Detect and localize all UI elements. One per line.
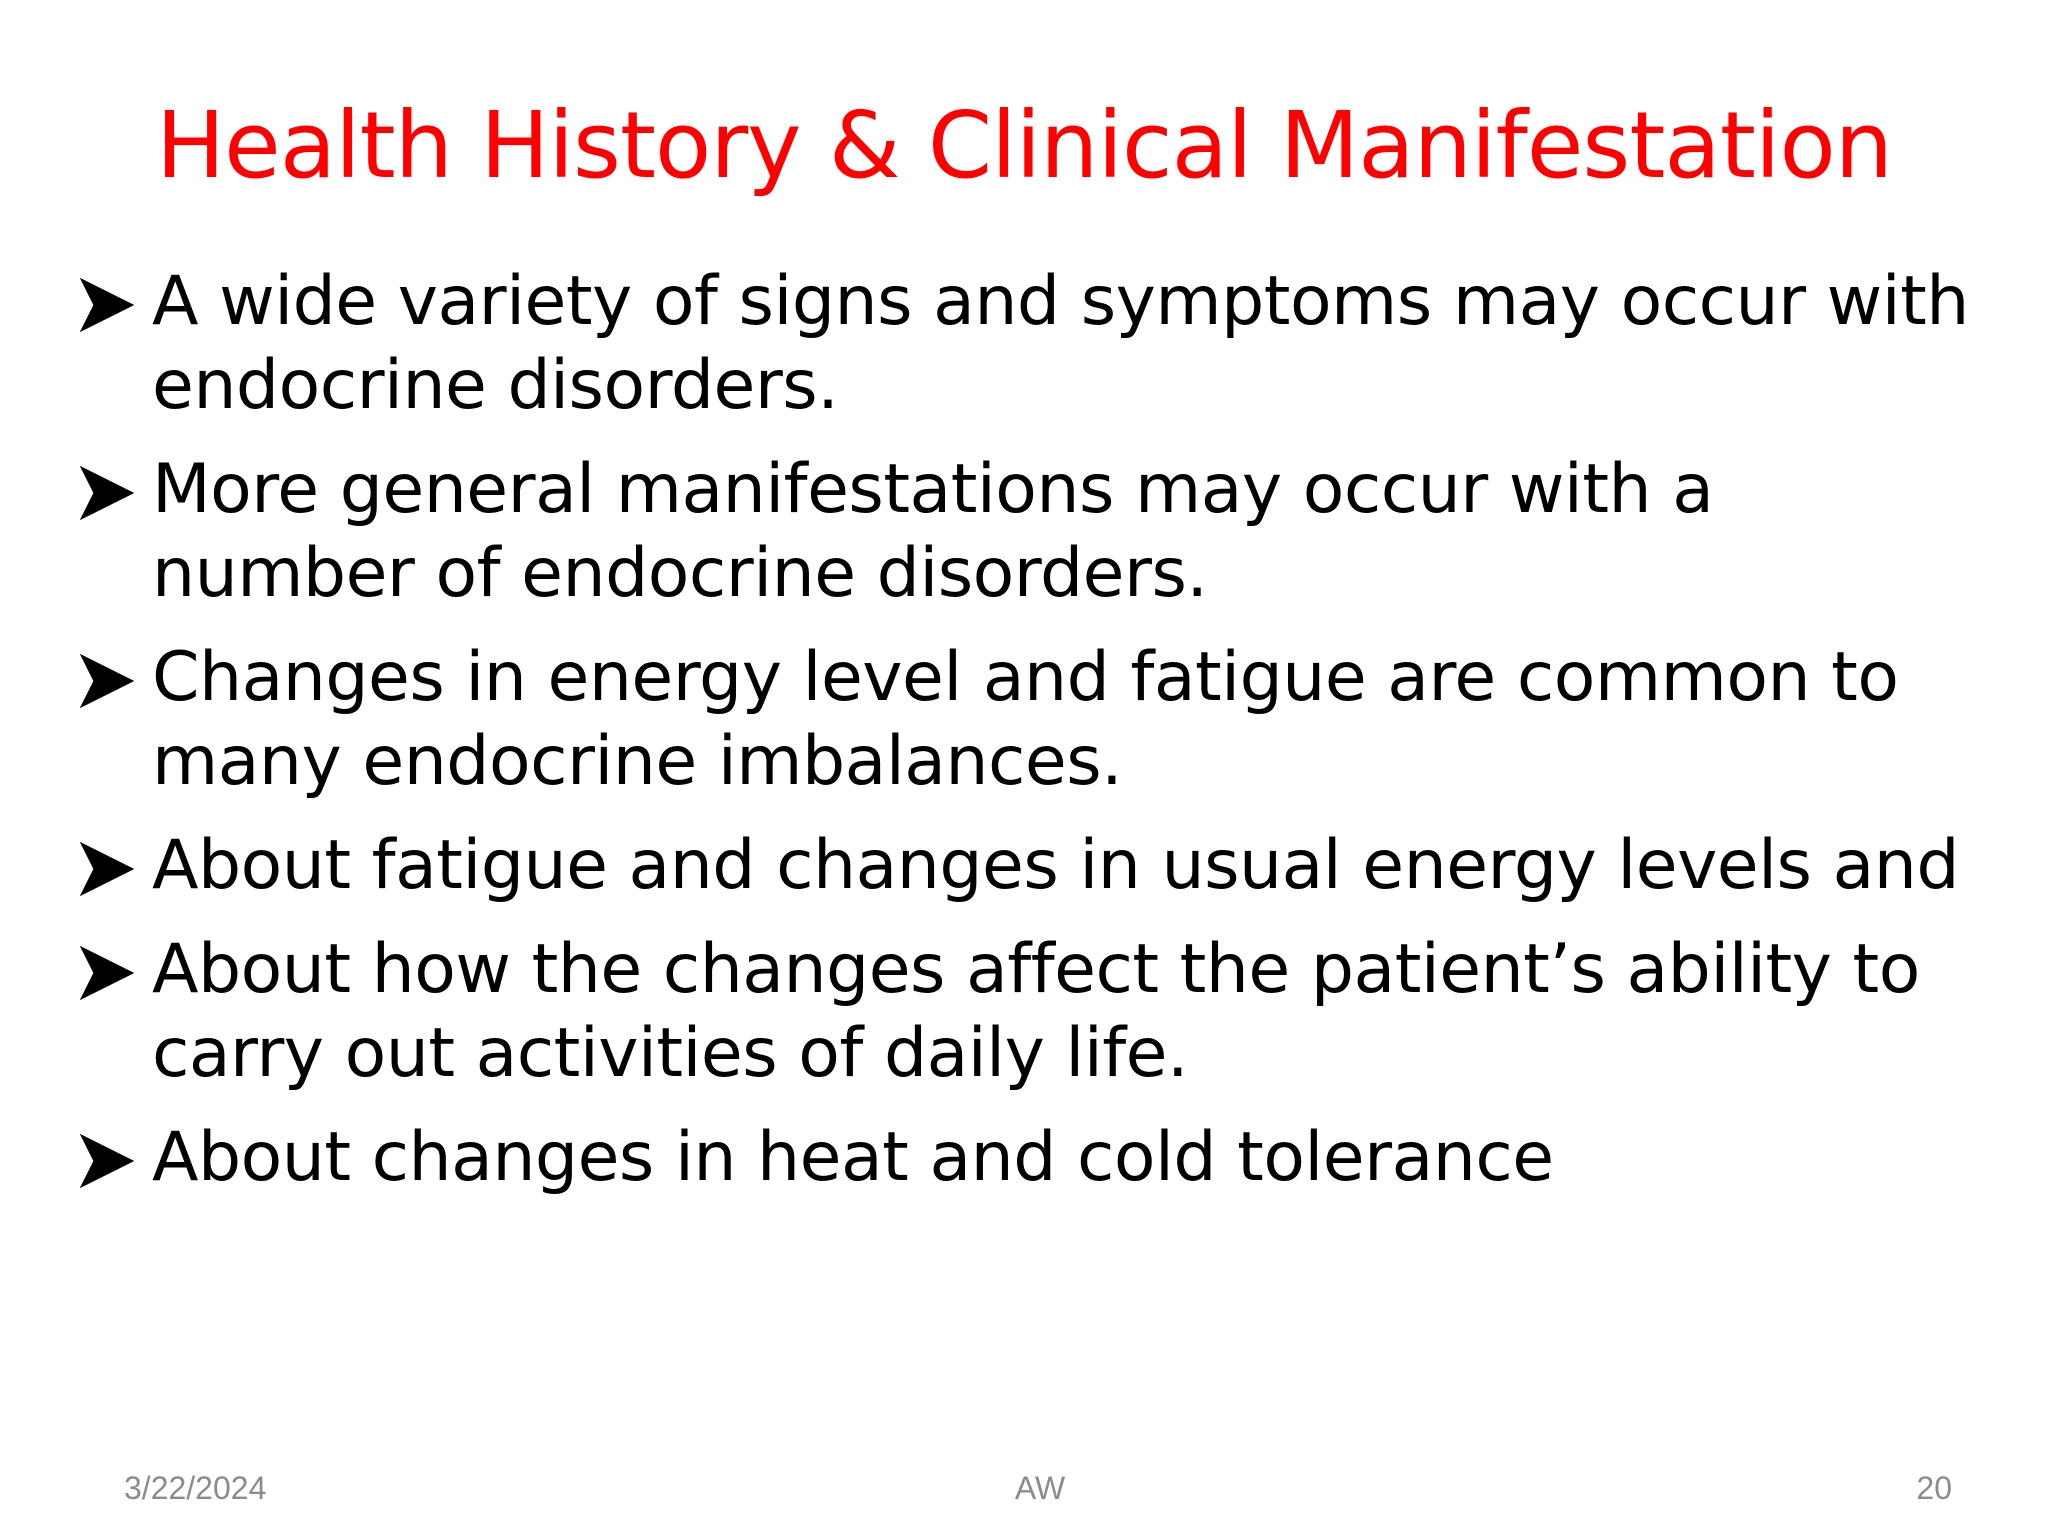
- bullet-text: About fatigue and changes in usual energy levels and: [152, 826, 1960, 905]
- bullet-item: [76, 928, 1976, 1096]
- bullet-item: [76, 260, 1976, 428]
- bullet-item: [76, 636, 1976, 804]
- bullet-text: More general manifestations may occur with a number of endocrine disorders.: [152, 450, 1714, 613]
- footer-page-number: 20: [1916, 1470, 1952, 1506]
- bullet-item: [76, 1116, 1976, 1200]
- arrowhead-bullet-icon: [76, 274, 138, 336]
- arrowhead-bullet-icon: [76, 462, 138, 524]
- arrowhead-bullet-icon: [76, 1130, 138, 1192]
- bullet-text: A wide variety of signs and symptoms may occur with endocrine disorders.: [152, 262, 1969, 425]
- bullet-item: [76, 824, 1976, 908]
- bullet-item: [76, 448, 1976, 616]
- slide-title: Health History & Clinical Manifestation: [155, 92, 1893, 199]
- bullet-text: About changes in heat and cold tolerance: [152, 1118, 1554, 1197]
- bullet-text: About how the changes affect the patient’s ability to carry out activities of daily life.: [152, 930, 1920, 1093]
- footer-date: 3/22/2024: [124, 1470, 267, 1506]
- arrowhead-bullet-icon: [76, 942, 138, 1004]
- bullet-list: [76, 260, 1976, 1220]
- arrowhead-bullet-icon: [76, 650, 138, 712]
- footer-author: AW: [1014, 1470, 1066, 1506]
- bullet-text: Changes in energy level and fatigue are common to many endocrine imbalances.: [152, 638, 1899, 801]
- arrowhead-bullet-icon: [76, 838, 138, 900]
